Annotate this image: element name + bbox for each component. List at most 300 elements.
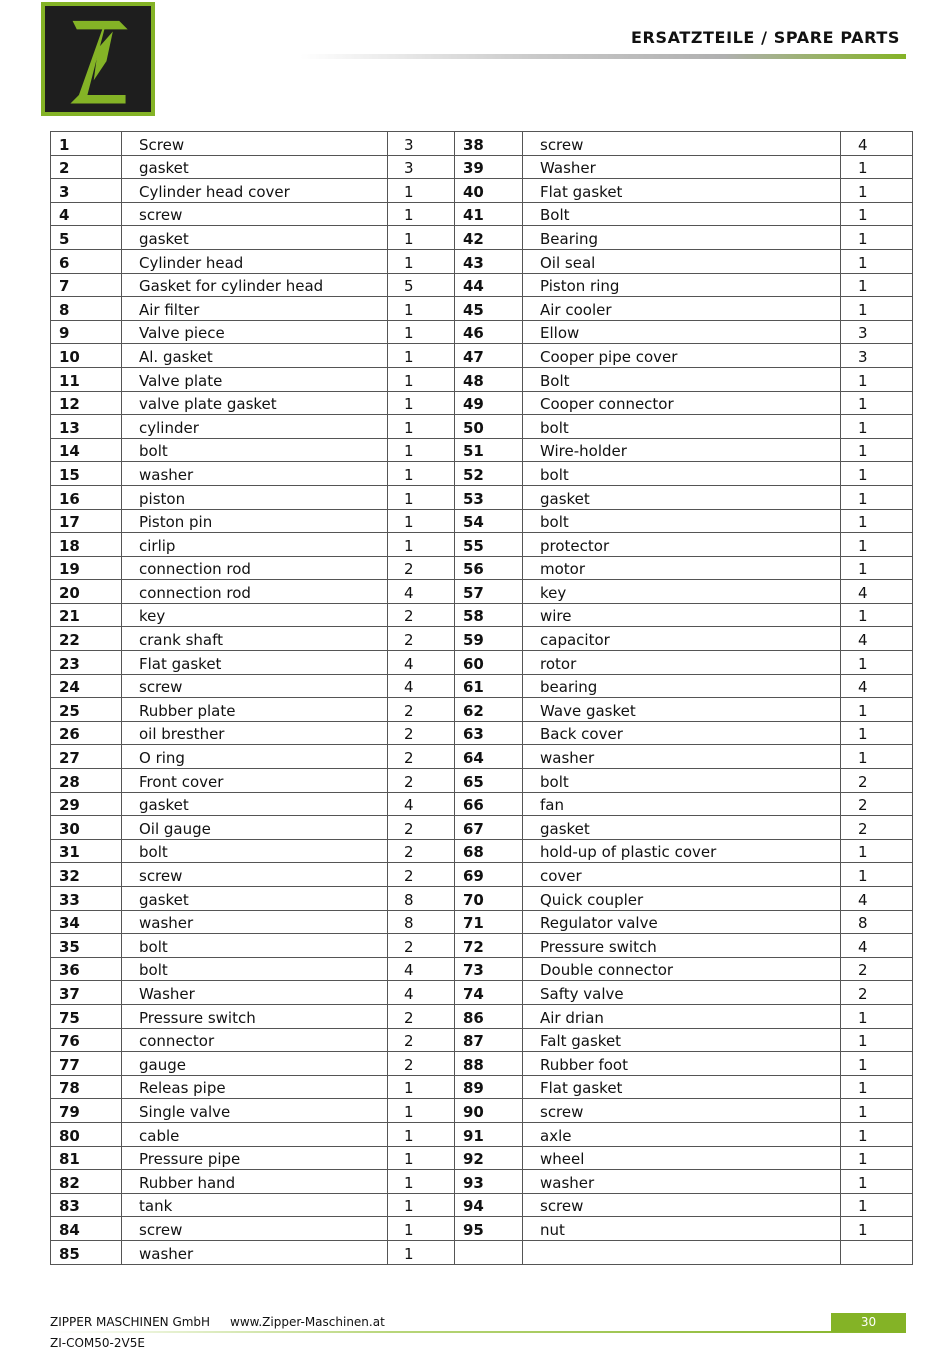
part-name: Al. gasket — [122, 344, 388, 368]
table-row — [51, 651, 913, 675]
part-number: 80 — [51, 1122, 122, 1146]
part-quantity: 3 — [841, 344, 913, 368]
part-number: 50 — [455, 415, 523, 439]
spare-parts-table — [50, 131, 913, 1265]
part-quantity: 1 — [388, 509, 455, 533]
part-number: 68 — [455, 839, 523, 863]
part-number: 27 — [51, 745, 122, 769]
part-name: crank shaft — [122, 627, 388, 651]
part-quantity: 1 — [841, 1193, 913, 1217]
part-quantity: 8 — [388, 887, 455, 911]
part-number: 95 — [455, 1217, 523, 1241]
part-quantity: 4 — [388, 792, 455, 816]
part-name: washer — [523, 1170, 841, 1194]
part-name: screw — [122, 1217, 388, 1241]
table-row — [51, 910, 913, 934]
part-name: cable — [122, 1122, 388, 1146]
table-row — [51, 934, 913, 958]
part-quantity: 1 — [841, 556, 913, 580]
part-quantity: 4 — [388, 580, 455, 604]
part-number: 5 — [51, 226, 122, 250]
part-name: capacitor — [523, 627, 841, 651]
part-number: 66 — [455, 792, 523, 816]
part-quantity: 1 — [841, 745, 913, 769]
table-row — [51, 179, 913, 203]
table-row — [51, 1122, 913, 1146]
part-quantity: 2 — [841, 957, 913, 981]
part-name: Piston pin — [122, 509, 388, 533]
zipper-logo — [41, 2, 155, 116]
part-number: 60 — [455, 651, 523, 675]
part-number: 7 — [51, 273, 122, 297]
part-quantity: 1 — [841, 533, 913, 557]
table-row — [51, 745, 913, 769]
part-quantity: 8 — [841, 910, 913, 934]
part-number: 94 — [455, 1193, 523, 1217]
table-row — [51, 1004, 913, 1028]
part-number: 52 — [455, 462, 523, 486]
part-number: 57 — [455, 580, 523, 604]
part-number: 35 — [51, 934, 122, 958]
part-name: O ring — [122, 745, 388, 769]
part-name: Bearing — [523, 226, 841, 250]
part-quantity: 1 — [388, 1170, 455, 1194]
part-name: cirlip — [122, 533, 388, 557]
part-quantity: 1 — [388, 1217, 455, 1241]
part-number: 63 — [455, 721, 523, 745]
part-quantity: 2 — [388, 698, 455, 722]
part-number: 48 — [455, 367, 523, 391]
part-name: Oil seal — [523, 249, 841, 273]
part-quantity: 1 — [388, 415, 455, 439]
part-name: key — [122, 603, 388, 627]
part-name: Rubber plate — [122, 698, 388, 722]
part-number: 38 — [455, 132, 523, 156]
part-quantity: 4 — [841, 132, 913, 156]
part-number: 87 — [455, 1028, 523, 1052]
part-number: 54 — [455, 509, 523, 533]
part-name: Safty valve — [523, 981, 841, 1005]
part-quantity: 1 — [388, 179, 455, 203]
part-name: wheel — [523, 1146, 841, 1170]
part-quantity: 4 — [841, 674, 913, 698]
table-row — [51, 320, 913, 344]
part-quantity: 1 — [388, 1240, 455, 1264]
part-quantity: 1 — [841, 202, 913, 226]
part-quantity — [841, 1240, 913, 1264]
part-name: Pressure pipe — [122, 1146, 388, 1170]
part-quantity: 4 — [841, 580, 913, 604]
table-row — [51, 721, 913, 745]
part-name: Screw — [122, 132, 388, 156]
part-quantity: 1 — [841, 273, 913, 297]
part-name: Cooper connector — [523, 391, 841, 415]
table-row — [51, 485, 913, 509]
part-quantity: 1 — [841, 179, 913, 203]
part-name: Gasket for cylinder head — [122, 273, 388, 297]
part-name: screw — [122, 674, 388, 698]
part-name: Wire-holder — [523, 438, 841, 462]
part-number: 70 — [455, 887, 523, 911]
part-name: screw — [122, 202, 388, 226]
part-number: 79 — [51, 1099, 122, 1123]
part-quantity: 1 — [388, 485, 455, 509]
part-quantity: 1 — [388, 533, 455, 557]
table-row — [51, 674, 913, 698]
part-name: gasket — [122, 887, 388, 911]
page-title: ERSATZTEILE / SPARE PARTS — [631, 28, 900, 47]
table-row — [51, 533, 913, 557]
part-number: 23 — [51, 651, 122, 675]
part-name: Rubber foot — [523, 1052, 841, 1076]
part-quantity: 1 — [388, 367, 455, 391]
part-number: 10 — [51, 344, 122, 368]
part-name: screw — [523, 132, 841, 156]
part-name: Air drian — [523, 1004, 841, 1028]
part-name: oil bresther — [122, 721, 388, 745]
part-name: connection rod — [122, 556, 388, 580]
part-number: 21 — [51, 603, 122, 627]
part-number: 59 — [455, 627, 523, 651]
part-number: 93 — [455, 1170, 523, 1194]
part-quantity: 1 — [841, 438, 913, 462]
part-name: Flat gasket — [122, 651, 388, 675]
part-quantity: 2 — [388, 1052, 455, 1076]
table-row — [51, 438, 913, 462]
part-quantity: 1 — [841, 249, 913, 273]
table-row — [51, 769, 913, 793]
part-quantity: 1 — [841, 1146, 913, 1170]
part-quantity: 2 — [388, 745, 455, 769]
part-number: 65 — [455, 769, 523, 793]
part-quantity: 2 — [388, 769, 455, 793]
part-quantity: 2 — [841, 792, 913, 816]
part-quantity: 2 — [388, 863, 455, 887]
part-number: 34 — [51, 910, 122, 934]
table-row — [51, 698, 913, 722]
part-name: bolt — [122, 934, 388, 958]
part-name: Regulator valve — [523, 910, 841, 934]
part-quantity: 2 — [841, 769, 913, 793]
part-name: connection rod — [122, 580, 388, 604]
part-name: Washer — [122, 981, 388, 1005]
table-row — [51, 839, 913, 863]
table-row — [51, 226, 913, 250]
part-name: gasket — [122, 155, 388, 179]
part-name: Releas pipe — [122, 1075, 388, 1099]
part-number: 33 — [51, 887, 122, 911]
part-number: 18 — [51, 533, 122, 557]
part-quantity: 2 — [388, 721, 455, 745]
part-name: washer — [523, 745, 841, 769]
part-number: 37 — [51, 981, 122, 1005]
part-name: washer — [122, 910, 388, 934]
part-number: 76 — [51, 1028, 122, 1052]
part-number: 46 — [455, 320, 523, 344]
part-quantity: 3 — [388, 155, 455, 179]
part-name: washer — [122, 1240, 388, 1264]
table-row — [51, 415, 913, 439]
part-number: 3 — [51, 179, 122, 203]
part-name: Back cover — [523, 721, 841, 745]
part-number: 91 — [455, 1122, 523, 1146]
part-number: 73 — [455, 957, 523, 981]
part-quantity: 4 — [841, 887, 913, 911]
part-name: axle — [523, 1122, 841, 1146]
part-quantity: 1 — [388, 297, 455, 321]
table-row — [51, 273, 913, 297]
part-quantity: 1 — [388, 1122, 455, 1146]
table-row — [51, 863, 913, 887]
part-name: Pressure switch — [122, 1004, 388, 1028]
part-name: cylinder — [122, 415, 388, 439]
part-number: 58 — [455, 603, 523, 627]
part-number: 15 — [51, 462, 122, 486]
part-number: 62 — [455, 698, 523, 722]
part-number: 4 — [51, 202, 122, 226]
part-number: 19 — [51, 556, 122, 580]
part-quantity: 2 — [841, 981, 913, 1005]
part-number: 56 — [455, 556, 523, 580]
part-name: Cylinder head — [122, 249, 388, 273]
part-name: Wave gasket — [523, 698, 841, 722]
footer-model: ZI-COM50-2V5E — [50, 1336, 145, 1350]
part-name: Flat gasket — [523, 179, 841, 203]
part-quantity: 1 — [841, 1028, 913, 1052]
part-quantity: 8 — [388, 910, 455, 934]
part-name: bolt — [523, 415, 841, 439]
part-number: 71 — [455, 910, 523, 934]
table-row — [51, 132, 913, 156]
part-number: 53 — [455, 485, 523, 509]
part-quantity: 1 — [841, 1122, 913, 1146]
part-number: 39 — [455, 155, 523, 179]
part-quantity: 2 — [388, 1028, 455, 1052]
page-number: 30 — [831, 1313, 906, 1332]
part-quantity: 1 — [841, 1004, 913, 1028]
part-quantity: 1 — [841, 155, 913, 179]
part-number: 83 — [51, 1193, 122, 1217]
table-row — [51, 509, 913, 533]
part-quantity: 3 — [388, 132, 455, 156]
part-quantity: 1 — [841, 651, 913, 675]
part-number: 12 — [51, 391, 122, 415]
part-name: screw — [523, 1099, 841, 1123]
spare-parts-body — [51, 132, 913, 1265]
part-number: 51 — [455, 438, 523, 462]
zipper-z-logo-icon — [45, 6, 151, 112]
part-number: 69 — [455, 863, 523, 887]
table-row — [51, 155, 913, 179]
part-quantity: 2 — [388, 1004, 455, 1028]
part-name: bolt — [122, 839, 388, 863]
part-quantity: 1 — [841, 509, 913, 533]
part-name: Oil gauge — [122, 816, 388, 840]
part-name: bolt — [122, 957, 388, 981]
part-name — [523, 1240, 841, 1264]
part-number: 20 — [51, 580, 122, 604]
part-number: 2 — [51, 155, 122, 179]
table-row — [51, 603, 913, 627]
part-number — [455, 1240, 523, 1264]
part-number: 49 — [455, 391, 523, 415]
part-name: Cylinder head cover — [122, 179, 388, 203]
part-name: fan — [523, 792, 841, 816]
part-name: Piston ring — [523, 273, 841, 297]
part-number: 64 — [455, 745, 523, 769]
part-number: 22 — [51, 627, 122, 651]
part-name: motor — [523, 556, 841, 580]
part-name: Cooper pipe cover — [523, 344, 841, 368]
part-quantity: 1 — [841, 367, 913, 391]
part-quantity: 1 — [388, 1099, 455, 1123]
table-row — [51, 344, 913, 368]
part-number: 40 — [455, 179, 523, 203]
table-row — [51, 391, 913, 415]
part-quantity: 4 — [841, 934, 913, 958]
part-quantity: 4 — [388, 957, 455, 981]
part-number: 44 — [455, 273, 523, 297]
part-number: 74 — [455, 981, 523, 1005]
part-number: 36 — [51, 957, 122, 981]
table-row — [51, 1170, 913, 1194]
part-name: screw — [122, 863, 388, 887]
part-quantity: 1 — [841, 1217, 913, 1241]
part-number: 86 — [455, 1004, 523, 1028]
part-quantity: 1 — [841, 1099, 913, 1123]
part-quantity: 1 — [841, 462, 913, 486]
part-name: gasket — [122, 792, 388, 816]
table-row — [51, 202, 913, 226]
part-quantity: 1 — [841, 698, 913, 722]
part-number: 55 — [455, 533, 523, 557]
part-quantity: 1 — [388, 462, 455, 486]
part-quantity: 1 — [388, 438, 455, 462]
part-name: tank — [122, 1193, 388, 1217]
part-number: 1 — [51, 132, 122, 156]
part-number: 82 — [51, 1170, 122, 1194]
part-quantity: 1 — [388, 226, 455, 250]
part-name: rotor — [523, 651, 841, 675]
part-quantity: 1 — [841, 839, 913, 863]
part-name: nut — [523, 1217, 841, 1241]
part-name: connector — [122, 1028, 388, 1052]
table-row — [51, 1052, 913, 1076]
part-quantity: 1 — [388, 320, 455, 344]
table-row — [51, 367, 913, 391]
part-name: gauge — [122, 1052, 388, 1076]
part-number: 42 — [455, 226, 523, 250]
part-number: 28 — [51, 769, 122, 793]
part-name: protector — [523, 533, 841, 557]
part-number: 16 — [51, 485, 122, 509]
part-name: Rubber hand — [122, 1170, 388, 1194]
part-number: 90 — [455, 1099, 523, 1123]
table-row — [51, 249, 913, 273]
part-quantity: 2 — [388, 603, 455, 627]
part-quantity: 1 — [841, 721, 913, 745]
part-number: 84 — [51, 1217, 122, 1241]
part-number: 14 — [51, 438, 122, 462]
table-row — [51, 556, 913, 580]
part-name: bolt — [122, 438, 388, 462]
part-name: hold-up of plastic cover — [523, 839, 841, 863]
part-number: 45 — [455, 297, 523, 321]
part-name: Pressure switch — [523, 934, 841, 958]
part-quantity: 1 — [841, 226, 913, 250]
part-name: Bolt — [523, 367, 841, 391]
table-row — [51, 887, 913, 911]
part-quantity: 1 — [841, 1075, 913, 1099]
part-number: 26 — [51, 721, 122, 745]
part-name: Falt gasket — [523, 1028, 841, 1052]
part-name: Air filter — [122, 297, 388, 321]
part-name: key — [523, 580, 841, 604]
table-row — [51, 792, 913, 816]
part-name: Ellow — [523, 320, 841, 344]
part-quantity: 4 — [388, 651, 455, 675]
part-number: 92 — [455, 1146, 523, 1170]
footer-divider — [50, 1331, 906, 1333]
part-name: Flat gasket — [523, 1075, 841, 1099]
part-number: 85 — [51, 1240, 122, 1264]
part-quantity: 2 — [388, 839, 455, 863]
part-quantity: 1 — [388, 1075, 455, 1099]
part-name: wire — [523, 603, 841, 627]
part-quantity: 1 — [388, 1193, 455, 1217]
table-row — [51, 580, 913, 604]
part-quantity: 1 — [388, 391, 455, 415]
part-quantity: 2 — [388, 816, 455, 840]
title-divider — [300, 54, 906, 59]
part-number: 11 — [51, 367, 122, 391]
part-number: 75 — [51, 1004, 122, 1028]
part-quantity: 2 — [388, 556, 455, 580]
part-quantity: 2 — [841, 816, 913, 840]
table-row — [51, 627, 913, 651]
part-number: 77 — [51, 1052, 122, 1076]
footer-company: ZIPPER MASCHINEN GmbH — [50, 1315, 211, 1329]
table-row — [51, 1075, 913, 1099]
table-row — [51, 1099, 913, 1123]
part-number: 9 — [51, 320, 122, 344]
table-row — [51, 1217, 913, 1241]
part-number: 81 — [51, 1146, 122, 1170]
part-quantity: 1 — [841, 297, 913, 321]
part-name: washer — [122, 462, 388, 486]
part-name: Quick coupler — [523, 887, 841, 911]
part-name: gasket — [523, 485, 841, 509]
part-name: screw — [523, 1193, 841, 1217]
part-quantity: 4 — [841, 627, 913, 651]
part-quantity: 5 — [388, 273, 455, 297]
part-name: bolt — [523, 509, 841, 533]
footer-url[interactable]: www.Zipper-Maschinen.at — [230, 1315, 385, 1329]
part-number: 30 — [51, 816, 122, 840]
part-quantity: 1 — [388, 249, 455, 273]
part-number: 67 — [455, 816, 523, 840]
part-name: Front cover — [122, 769, 388, 793]
part-quantity: 3 — [841, 320, 913, 344]
part-name: Valve plate — [122, 367, 388, 391]
part-quantity: 1 — [841, 485, 913, 509]
part-name: piston — [122, 485, 388, 509]
table-row — [51, 462, 913, 486]
part-name: bolt — [523, 462, 841, 486]
part-name: Bolt — [523, 202, 841, 226]
part-number: 13 — [51, 415, 122, 439]
part-number: 6 — [51, 249, 122, 273]
